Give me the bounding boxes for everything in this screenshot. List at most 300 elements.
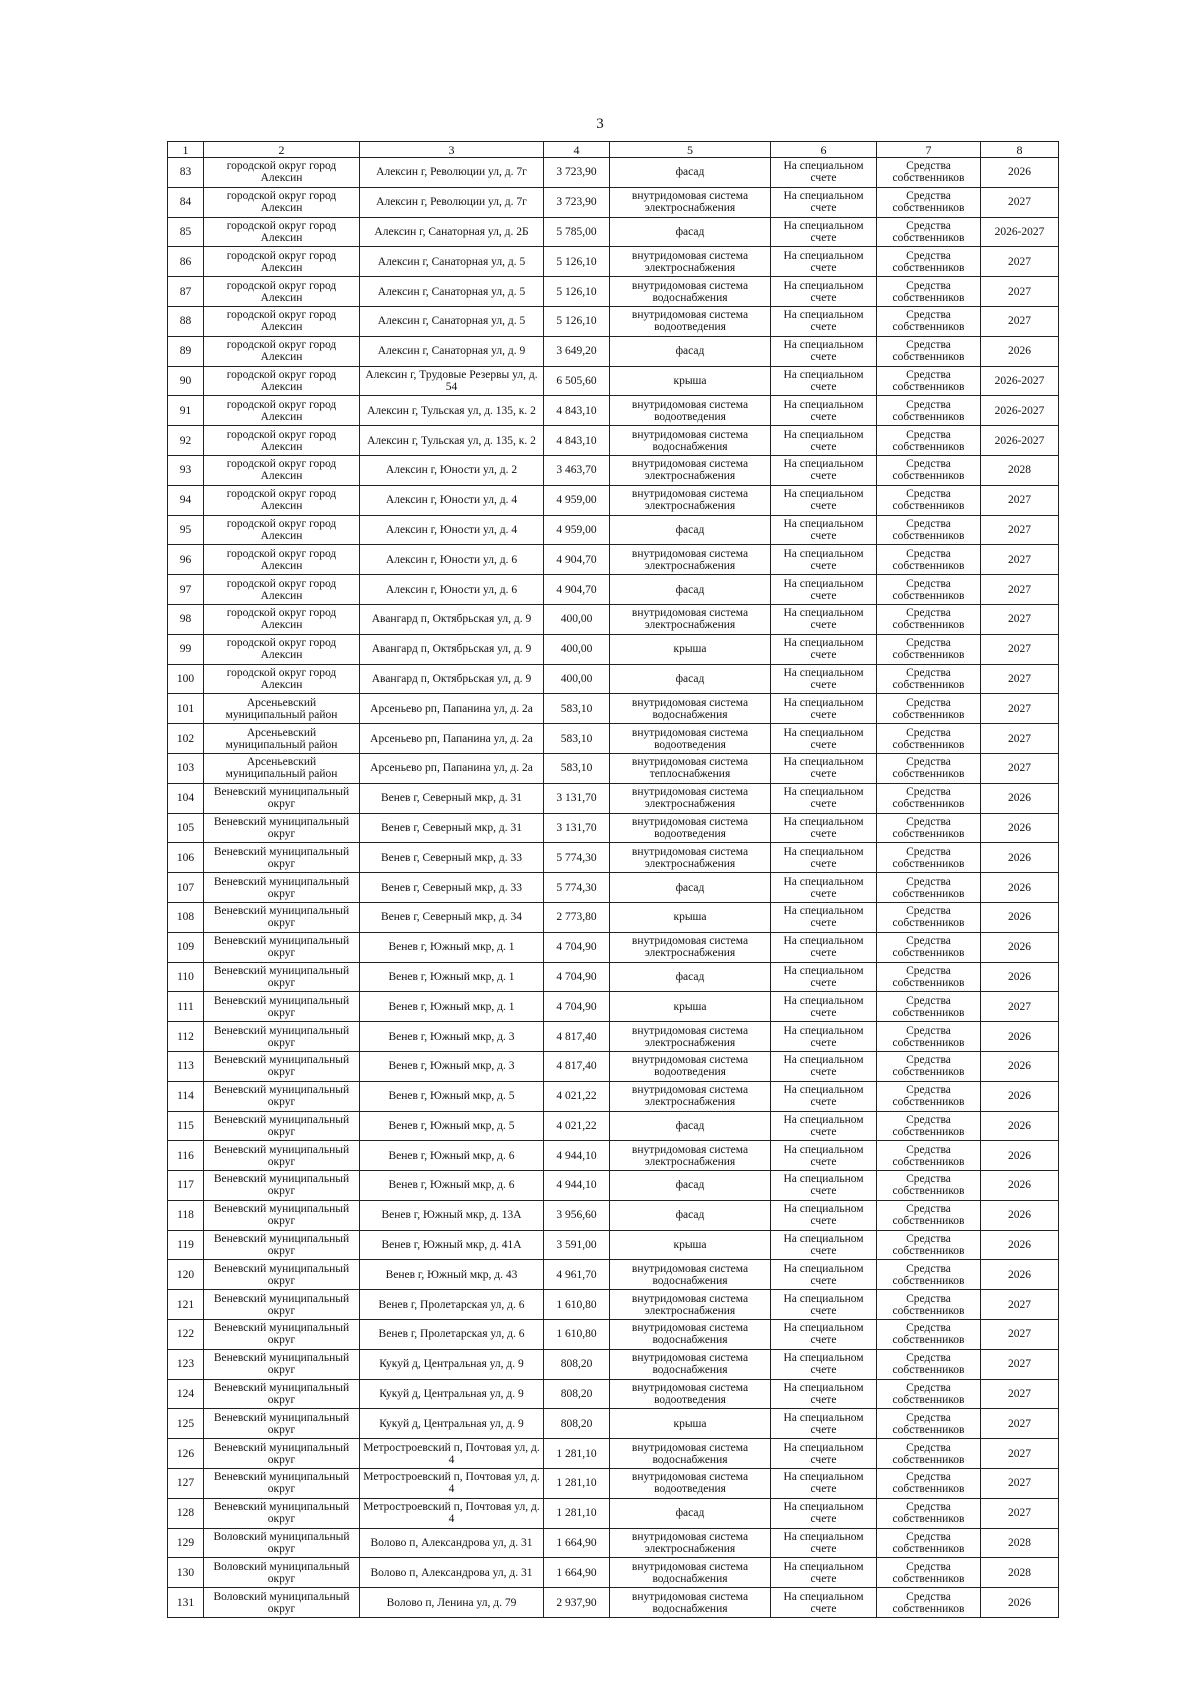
cell-period: 2027 — [981, 1349, 1059, 1379]
cell-area: 1 610,80 — [544, 1320, 610, 1350]
cell-row-number: 88 — [168, 306, 204, 336]
cell-municipality: Арсеньевский муниципальный район — [204, 753, 360, 783]
column-header: 7 — [877, 142, 981, 158]
cell-address: Венев г, Южный мкр, д. 43 — [360, 1260, 544, 1290]
cell-address: Венев г, Северный мкр, д. 31 — [360, 813, 544, 843]
cell-row-number: 108 — [168, 902, 204, 932]
column-number-row — [168, 142, 1059, 158]
column-header: 1 — [168, 142, 204, 158]
cell-fund-account: На специальном счете — [771, 1171, 877, 1201]
cell-row-number: 112 — [168, 1022, 204, 1052]
cell-period: 2027 — [981, 1379, 1059, 1409]
cell-fund-account: На специальном счете — [771, 604, 877, 634]
cell-period: 2027 — [981, 992, 1059, 1022]
cell-address: Авангард п, Октябрьская ул, д. 9 — [360, 604, 544, 634]
cell-municipality: Веневский муниципальный округ — [204, 783, 360, 813]
cell-municipality: Веневский муниципальный округ — [204, 1379, 360, 1409]
cell-row-number: 123 — [168, 1349, 204, 1379]
cell-area: 4 817,40 — [544, 1051, 610, 1081]
cell-work-type: фасад — [610, 336, 771, 366]
cell-fund-account: На специальном счете — [771, 724, 877, 754]
cell-municipality: Веневский муниципальный округ — [204, 1469, 360, 1499]
cell-row-number: 114 — [168, 1081, 204, 1111]
table-row — [168, 932, 1059, 962]
cell-funding-source: Средства собственников — [877, 753, 981, 783]
cell-work-type: внутридомовая система электроснабжения — [610, 545, 771, 575]
cell-row-number: 105 — [168, 813, 204, 843]
cell-work-type: фасад — [610, 664, 771, 694]
table-row — [168, 336, 1059, 366]
cell-area: 4 904,70 — [544, 575, 610, 605]
cell-address: Венев г, Южный мкр, д. 1 — [360, 962, 544, 992]
cell-period: 2026 — [981, 873, 1059, 903]
cell-fund-account: На специальном счете — [771, 634, 877, 664]
cell-work-type: внутридомовая система водоснабжения — [610, 694, 771, 724]
cell-area: 583,10 — [544, 694, 610, 724]
table-row — [168, 426, 1059, 456]
cell-row-number: 110 — [168, 962, 204, 992]
cell-row-number: 107 — [168, 873, 204, 903]
table-row — [168, 455, 1059, 485]
cell-municipality: Веневский муниципальный округ — [204, 1290, 360, 1320]
cell-period: 2026 — [981, 336, 1059, 366]
column-header: 3 — [360, 142, 544, 158]
cell-area: 1 664,90 — [544, 1558, 610, 1588]
cell-work-type: внутридомовая система водоснабжения — [610, 1558, 771, 1588]
cell-funding-source: Средства собственников — [877, 455, 981, 485]
cell-area: 4 961,70 — [544, 1260, 610, 1290]
cell-work-type: фасад — [610, 515, 771, 545]
cell-area: 1 610,80 — [544, 1290, 610, 1320]
cell-funding-source: Средства собственников — [877, 1379, 981, 1409]
cell-period: 2028 — [981, 455, 1059, 485]
cell-period: 2026 — [981, 1081, 1059, 1111]
cell-work-type: крыша — [610, 992, 771, 1022]
cell-area: 3 131,70 — [544, 783, 610, 813]
cell-area: 3 131,70 — [544, 813, 610, 843]
cell-municipality: Веневский муниципальный округ — [204, 932, 360, 962]
cell-row-number: 126 — [168, 1439, 204, 1469]
cell-municipality: городской округ город Алексин — [204, 396, 360, 426]
cell-municipality: Веневский муниципальный округ — [204, 843, 360, 873]
cell-municipality: Воловский муниципальный округ — [204, 1528, 360, 1558]
cell-row-number: 97 — [168, 575, 204, 605]
cell-address: Алексин г, Юности ул, д. 4 — [360, 485, 544, 515]
cell-work-type: внутридомовая система электроснабжения — [610, 843, 771, 873]
cell-funding-source: Средства собственников — [877, 515, 981, 545]
cell-address: Волово п, Александрова ул, д. 31 — [360, 1528, 544, 1558]
table-body — [168, 158, 1059, 1618]
cell-funding-source: Средства собственников — [877, 336, 981, 366]
table-row — [168, 1528, 1059, 1558]
table-row — [168, 158, 1059, 188]
table-row — [168, 1349, 1059, 1379]
cell-funding-source: Средства собственников — [877, 1141, 981, 1171]
cell-funding-source: Средства собственников — [877, 1022, 981, 1052]
cell-row-number: 115 — [168, 1111, 204, 1141]
cell-area: 4 704,90 — [544, 992, 610, 1022]
cell-funding-source: Средства собственников — [877, 992, 981, 1022]
cell-area: 4 843,10 — [544, 426, 610, 456]
cell-fund-account: На специальном счете — [771, 783, 877, 813]
cell-row-number: 102 — [168, 724, 204, 754]
cell-municipality: Веневский муниципальный округ — [204, 813, 360, 843]
cell-period: 2027 — [981, 575, 1059, 605]
cell-address: Венев г, Северный мкр, д. 33 — [360, 873, 544, 903]
cell-address: Алексин г, Санаторная ул, д. 5 — [360, 277, 544, 307]
cell-funding-source: Средства собственников — [877, 396, 981, 426]
cell-municipality: городской округ город Алексин — [204, 575, 360, 605]
table-row — [168, 1081, 1059, 1111]
cell-fund-account: На специальном счете — [771, 843, 877, 873]
cell-funding-source: Средства собственников — [877, 724, 981, 754]
cell-row-number: 104 — [168, 783, 204, 813]
cell-area: 3 723,90 — [544, 158, 610, 188]
cell-funding-source: Средства собственников — [877, 664, 981, 694]
cell-area: 4 021,22 — [544, 1081, 610, 1111]
cell-address: Венев г, Южный мкр, д. 3 — [360, 1022, 544, 1052]
cell-address: Арсеньево рп, Папанина ул, д. 2а — [360, 724, 544, 754]
cell-fund-account: На специальном счете — [771, 426, 877, 456]
cell-fund-account: На специальном счете — [771, 306, 877, 336]
cell-address: Венев г, Северный мкр, д. 31 — [360, 783, 544, 813]
cell-municipality: Арсеньевский муниципальный район — [204, 724, 360, 754]
cell-period: 2027 — [981, 1469, 1059, 1499]
cell-work-type: внутридомовая система водоотведения — [610, 306, 771, 336]
cell-municipality: городской округ город Алексин — [204, 247, 360, 277]
cell-work-type: крыша — [610, 366, 771, 396]
cell-period: 2026 — [981, 1051, 1059, 1081]
cell-work-type: внутридомовая система электроснабжения — [610, 455, 771, 485]
table-row — [168, 753, 1059, 783]
cell-municipality: городской округ город Алексин — [204, 336, 360, 366]
cell-period: 2026 — [981, 783, 1059, 813]
cell-period: 2027 — [981, 604, 1059, 634]
cell-work-type: фасад — [610, 1200, 771, 1230]
cell-period: 2026 — [981, 1588, 1059, 1618]
cell-address: Алексин г, Тульская ул, д. 135, к. 2 — [360, 426, 544, 456]
cell-funding-source: Средства собственников — [877, 1439, 981, 1469]
cell-funding-source: Средства собственников — [877, 1588, 981, 1618]
cell-municipality: городской округ город Алексин — [204, 455, 360, 485]
table-row — [168, 366, 1059, 396]
cell-municipality: Веневский муниципальный округ — [204, 962, 360, 992]
cell-fund-account: На специальном счете — [771, 277, 877, 307]
cell-address: Алексин г, Революции ул, д. 7г — [360, 158, 544, 188]
cell-row-number: 122 — [168, 1320, 204, 1350]
table-row — [168, 1469, 1059, 1499]
table-row — [168, 545, 1059, 575]
cell-work-type: крыша — [610, 1230, 771, 1260]
cell-work-type: внутридомовая система водоснабжения — [610, 1320, 771, 1350]
cell-work-type: внутридомовая система электроснабжения — [610, 1022, 771, 1052]
cell-address: Алексин г, Санаторная ул, д. 9 — [360, 336, 544, 366]
cell-fund-account: На специальном счете — [771, 247, 877, 277]
cell-row-number: 86 — [168, 247, 204, 277]
table-row — [168, 1141, 1059, 1171]
cell-municipality: городской округ город Алексин — [204, 306, 360, 336]
cell-area: 3 956,60 — [544, 1200, 610, 1230]
cell-fund-account: На специальном счете — [771, 1081, 877, 1111]
cell-work-type: внутридомовая система электроснабжения — [610, 187, 771, 217]
cell-period: 2027 — [981, 634, 1059, 664]
cell-municipality: городской округ город Алексин — [204, 634, 360, 664]
cell-work-type: внутридомовая система электроснабжения — [610, 1528, 771, 1558]
cell-municipality: Веневский муниципальный округ — [204, 1171, 360, 1201]
table-row — [168, 813, 1059, 843]
cell-fund-account: На специальном счете — [771, 158, 877, 188]
table-row — [168, 1409, 1059, 1439]
cell-row-number: 121 — [168, 1290, 204, 1320]
cell-work-type: крыша — [610, 902, 771, 932]
table-row — [168, 1230, 1059, 1260]
cell-period: 2028 — [981, 1558, 1059, 1588]
cell-fund-account: На специальном счете — [771, 575, 877, 605]
cell-address: Венев г, Пролетарская ул, д. 6 — [360, 1320, 544, 1350]
cell-address: Венев г, Южный мкр, д. 41А — [360, 1230, 544, 1260]
cell-work-type: внутридомовая система теплоснабжения — [610, 753, 771, 783]
cell-work-type: внутридомовая система водоснабжения — [610, 277, 771, 307]
cell-period: 2026-2027 — [981, 426, 1059, 456]
cell-period: 2028 — [981, 1528, 1059, 1558]
cell-fund-account: На специальном счете — [771, 217, 877, 247]
cell-funding-source: Средства собственников — [877, 1320, 981, 1350]
cell-address: Алексин г, Юности ул, д. 6 — [360, 545, 544, 575]
cell-area: 5 774,30 — [544, 843, 610, 873]
cell-work-type: фасад — [610, 1498, 771, 1528]
cell-municipality: городской округ город Алексин — [204, 664, 360, 694]
cell-address: Алексин г, Трудовые Резервы ул, д. 54 — [360, 366, 544, 396]
table-row — [168, 873, 1059, 903]
cell-address: Арсеньево рп, Папанина ул, д. 2а — [360, 694, 544, 724]
cell-municipality: городской округ город Алексин — [204, 277, 360, 307]
cell-area: 4 959,00 — [544, 515, 610, 545]
cell-address: Авангард п, Октябрьская ул, д. 9 — [360, 664, 544, 694]
cell-funding-source: Средства собственников — [877, 158, 981, 188]
cell-address: Алексин г, Тульская ул, д. 135, к. 2 — [360, 396, 544, 426]
cell-area: 583,10 — [544, 724, 610, 754]
cell-row-number: 90 — [168, 366, 204, 396]
cell-address: Волово п, Ленина ул, д. 79 — [360, 1588, 544, 1618]
table-row — [168, 992, 1059, 1022]
cell-row-number: 100 — [168, 664, 204, 694]
cell-row-number: 116 — [168, 1141, 204, 1171]
cell-funding-source: Средства собственников — [877, 426, 981, 456]
cell-municipality: Веневский муниципальный округ — [204, 1230, 360, 1260]
cell-row-number: 84 — [168, 187, 204, 217]
cell-fund-account: На специальном счете — [771, 545, 877, 575]
cell-period: 2027 — [981, 515, 1059, 545]
cell-area: 4 843,10 — [544, 396, 610, 426]
table-row — [168, 902, 1059, 932]
cell-address: Метростроевский п, Почтовая ул, д. 4 — [360, 1439, 544, 1469]
cell-municipality: Веневский муниципальный округ — [204, 873, 360, 903]
cell-funding-source: Средства собственников — [877, 604, 981, 634]
cell-fund-account: На специальном счете — [771, 1558, 877, 1588]
cell-address: Венев г, Южный мкр, д. 1 — [360, 992, 544, 1022]
cell-row-number: 85 — [168, 217, 204, 247]
table-row — [168, 724, 1059, 754]
cell-period: 2026 — [981, 962, 1059, 992]
cell-area: 3 463,70 — [544, 455, 610, 485]
cell-area: 1 281,10 — [544, 1439, 610, 1469]
cell-funding-source: Средства собственников — [877, 1469, 981, 1499]
cell-fund-account: На специальном счете — [771, 873, 877, 903]
cell-fund-account: На специальном счете — [771, 1469, 877, 1499]
cell-work-type: внутридомовая система электроснабжения — [610, 604, 771, 634]
table-row — [168, 1558, 1059, 1588]
cell-address: Арсеньево рп, Папанина ул, д. 2а — [360, 753, 544, 783]
cell-area: 583,10 — [544, 753, 610, 783]
cell-row-number: 106 — [168, 843, 204, 873]
cell-municipality: Веневский муниципальный округ — [204, 1081, 360, 1111]
cell-period: 2027 — [981, 1409, 1059, 1439]
cell-funding-source: Средства собственников — [877, 1409, 981, 1439]
cell-fund-account: На специальном счете — [771, 1200, 877, 1230]
cell-fund-account: На специальном счете — [771, 1141, 877, 1171]
cell-address: Алексин г, Юности ул, д. 4 — [360, 515, 544, 545]
cell-funding-source: Средства собственников — [877, 247, 981, 277]
table-row — [168, 485, 1059, 515]
cell-municipality: городской округ город Алексин — [204, 187, 360, 217]
cell-work-type: внутридомовая система электроснабжения — [610, 932, 771, 962]
cell-area: 2 937,90 — [544, 1588, 610, 1618]
cell-address: Венев г, Северный мкр, д. 34 — [360, 902, 544, 932]
cell-fund-account: На специальном счете — [771, 336, 877, 366]
cell-fund-account: На специальном счете — [771, 187, 877, 217]
cell-address: Венев г, Северный мкр, д. 33 — [360, 843, 544, 873]
cell-funding-source: Средства собственников — [877, 1290, 981, 1320]
cell-area: 808,20 — [544, 1349, 610, 1379]
table-row — [168, 1588, 1059, 1618]
cell-work-type: внутридомовая система водоснабжения — [610, 1349, 771, 1379]
cell-fund-account: На специальном счете — [771, 813, 877, 843]
table-row — [168, 962, 1059, 992]
cell-address: Волово п, Александрова ул, д. 31 — [360, 1558, 544, 1588]
cell-funding-source: Средства собственников — [877, 485, 981, 515]
cell-work-type: внутридомовая система электроснабжения — [610, 247, 771, 277]
cell-area: 3 723,90 — [544, 187, 610, 217]
cell-address: Венев г, Южный мкр, д. 3 — [360, 1051, 544, 1081]
cell-row-number: 93 — [168, 455, 204, 485]
cell-period: 2026 — [981, 1200, 1059, 1230]
cell-funding-source: Средства собственников — [877, 1230, 981, 1260]
cell-row-number: 92 — [168, 426, 204, 456]
cell-funding-source: Средства собственников — [877, 1200, 981, 1230]
cell-area: 4 021,22 — [544, 1111, 610, 1141]
cell-municipality: Веневский муниципальный округ — [204, 1260, 360, 1290]
cell-period: 2026-2027 — [981, 217, 1059, 247]
cell-area: 6 505,60 — [544, 366, 610, 396]
cell-area: 1 281,10 — [544, 1498, 610, 1528]
cell-municipality: Веневский муниципальный округ — [204, 1111, 360, 1141]
cell-period: 2027 — [981, 277, 1059, 307]
cell-fund-account: На специальном счете — [771, 1290, 877, 1320]
cell-work-type: внутридомовая система водоотведения — [610, 1469, 771, 1499]
cell-address: Венев г, Южный мкр, д. 5 — [360, 1111, 544, 1141]
table-row — [168, 843, 1059, 873]
cell-fund-account: На специальном счете — [771, 1320, 877, 1350]
cell-municipality: Веневский муниципальный округ — [204, 902, 360, 932]
cell-work-type: внутридомовая система электроснабжения — [610, 1141, 771, 1171]
cell-period: 2027 — [981, 1290, 1059, 1320]
cell-work-type: фасад — [610, 873, 771, 903]
cell-work-type: крыша — [610, 1409, 771, 1439]
cell-work-type: фасад — [610, 158, 771, 188]
cell-area: 400,00 — [544, 634, 610, 664]
cell-address: Кукуй д, Центральная ул, д. 9 — [360, 1379, 544, 1409]
cell-work-type: внутридомовая система водоснабжения — [610, 1260, 771, 1290]
cell-row-number: 103 — [168, 753, 204, 783]
cell-address: Алексин г, Санаторная ул, д. 5 — [360, 306, 544, 336]
cell-area: 4 704,90 — [544, 962, 610, 992]
cell-work-type: фасад — [610, 575, 771, 605]
cell-period: 2026 — [981, 902, 1059, 932]
cell-area: 4 704,90 — [544, 932, 610, 962]
cell-municipality: Веневский муниципальный округ — [204, 1498, 360, 1528]
cell-address: Алексин г, Революции ул, д. 7г — [360, 187, 544, 217]
cell-municipality: городской округ город Алексин — [204, 158, 360, 188]
cell-row-number: 120 — [168, 1260, 204, 1290]
cell-work-type: фасад — [610, 217, 771, 247]
cell-fund-account: На специальном счете — [771, 1111, 877, 1141]
cell-period: 2027 — [981, 1498, 1059, 1528]
cell-row-number: 83 — [168, 158, 204, 188]
table-row — [168, 1320, 1059, 1350]
cell-address: Венев г, Южный мкр, д. 6 — [360, 1171, 544, 1201]
cell-address: Метростроевский п, Почтовая ул, д. 4 — [360, 1469, 544, 1499]
cell-period: 2026 — [981, 932, 1059, 962]
cell-funding-source: Средства собственников — [877, 217, 981, 247]
cell-funding-source: Средства собственников — [877, 902, 981, 932]
cell-fund-account: На специальном счете — [771, 1022, 877, 1052]
cell-period: 2026 — [981, 1111, 1059, 1141]
cell-area: 5 126,10 — [544, 247, 610, 277]
cell-fund-account: На специальном счете — [771, 485, 877, 515]
cell-municipality: Воловский муниципальный округ — [204, 1588, 360, 1618]
cell-address: Авангард п, Октябрьская ул, д. 9 — [360, 634, 544, 664]
cell-fund-account: На специальном счете — [771, 366, 877, 396]
cell-period: 2027 — [981, 753, 1059, 783]
cell-funding-source: Средства собственников — [877, 843, 981, 873]
capital-repair-table — [167, 141, 1059, 1618]
cell-work-type: внутридомовая система водоснабжения — [610, 1588, 771, 1618]
cell-fund-account: На специальном счете — [771, 1260, 877, 1290]
cell-row-number: 113 — [168, 1051, 204, 1081]
cell-row-number: 129 — [168, 1528, 204, 1558]
cell-area: 808,20 — [544, 1409, 610, 1439]
cell-period: 2027 — [981, 485, 1059, 515]
column-header: 8 — [981, 142, 1059, 158]
cell-row-number: 87 — [168, 277, 204, 307]
table-row — [168, 1379, 1059, 1409]
table-row — [168, 247, 1059, 277]
cell-municipality: Арсеньевский муниципальный район — [204, 694, 360, 724]
cell-area: 5 774,30 — [544, 873, 610, 903]
cell-area: 1 281,10 — [544, 1469, 610, 1499]
table-row — [168, 515, 1059, 545]
cell-period: 2027 — [981, 247, 1059, 277]
cell-municipality: городской округ город Алексин — [204, 515, 360, 545]
cell-funding-source: Средства собственников — [877, 366, 981, 396]
cell-funding-source: Средства собственников — [877, 634, 981, 664]
cell-fund-account: На специальном счете — [771, 992, 877, 1022]
cell-row-number: 128 — [168, 1498, 204, 1528]
cell-funding-source: Средства собственников — [877, 873, 981, 903]
cell-fund-account: На специальном счете — [771, 1528, 877, 1558]
cell-row-number: 127 — [168, 1469, 204, 1499]
cell-work-type: внутридомовая система электроснабжения — [610, 783, 771, 813]
